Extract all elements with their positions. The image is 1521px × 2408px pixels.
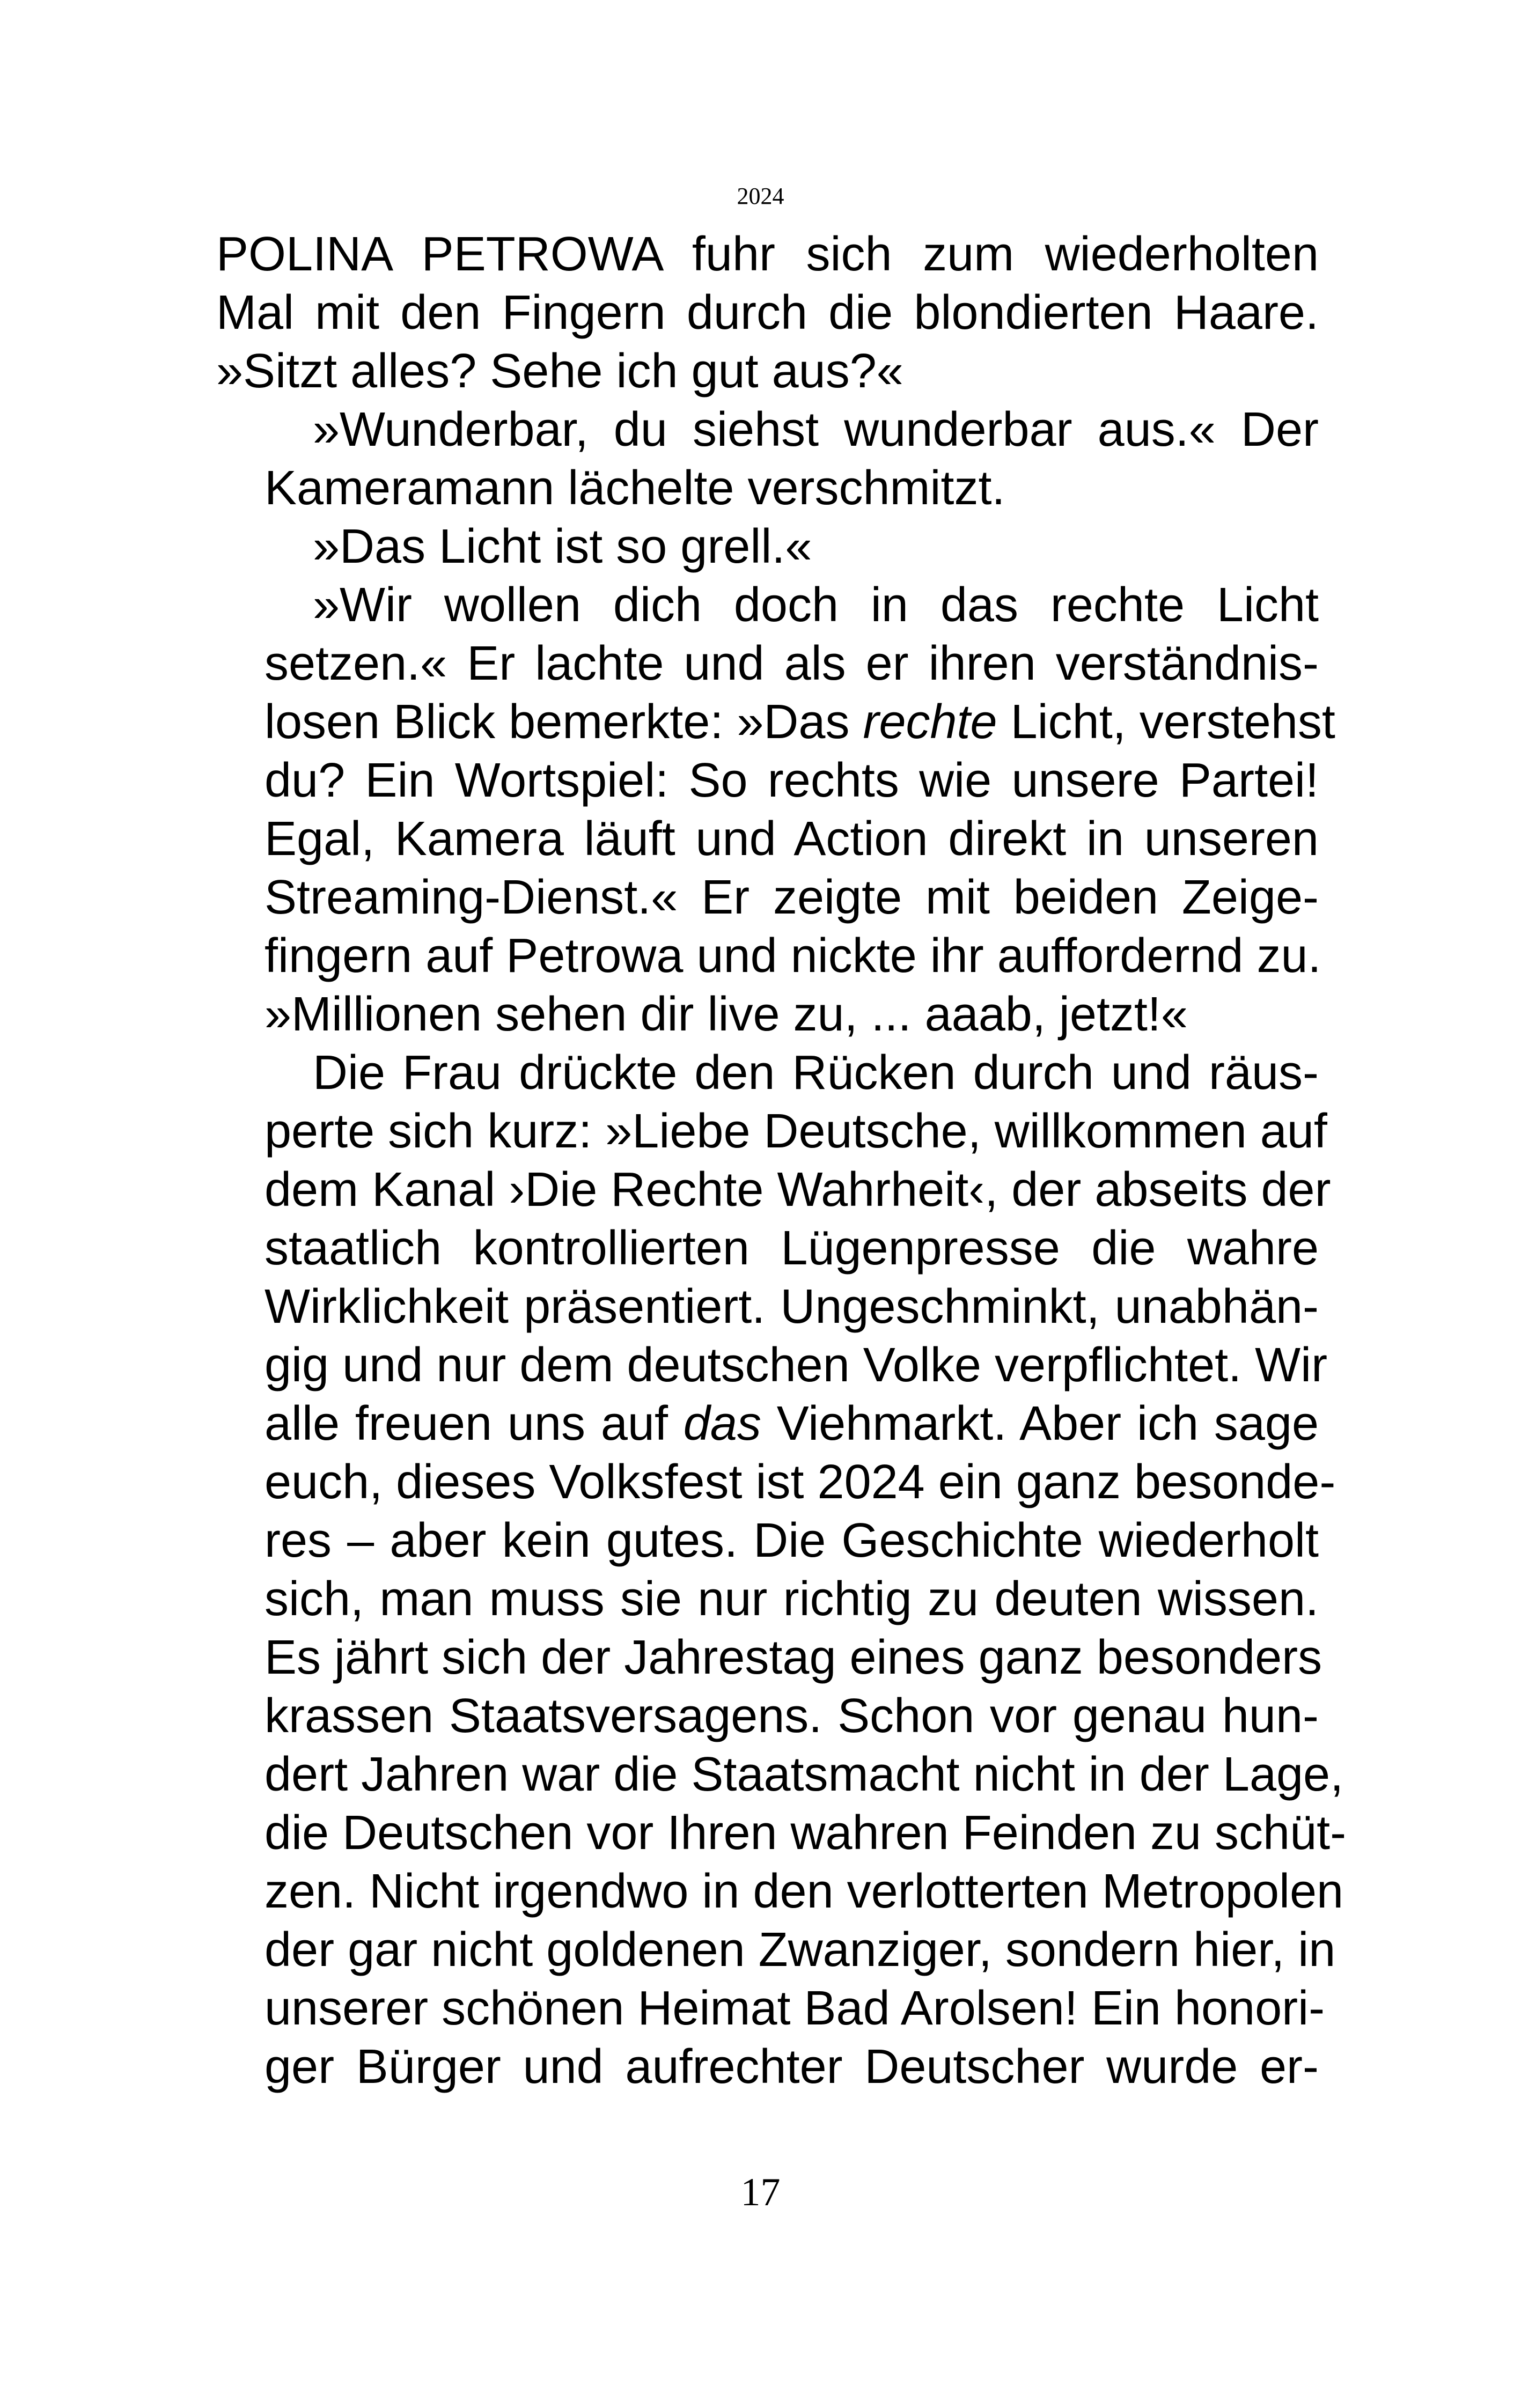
text-line: losen Blick bemerkte: »Das rechte Licht, verstehst — [264, 695, 1335, 749]
text-line: Die Frau drückte den Rücken durch und räus- — [313, 1046, 1319, 1100]
text-line: zen. Nicht irgendwo in den verlotterten Metropolen — [264, 1865, 1344, 1918]
running-head: 2024 — [737, 183, 784, 209]
text-line: die Deutschen vor Ihren wahren Feinden zu schüt- — [264, 1806, 1347, 1860]
text-line: »Das Licht ist so grell.« — [313, 520, 812, 573]
page-number: 17 — [740, 2170, 781, 2214]
text-line: Mal mit den Fingern durch die blondierten Haare. — [216, 286, 1319, 340]
text-line: fingern auf Petrowa und nickte ihr auffordernd zu. — [264, 929, 1321, 983]
paragraph — [216, 1044, 1347, 2096]
text-line: dem Kanal ›Die Rechte Wahrheit‹, der abseits der — [264, 1163, 1331, 1217]
text-line: alle freuen uns auf das Viehmarkt. Aber ich sage — [264, 1397, 1319, 1450]
text-line: Streaming-Dienst.« Er zeigte mit beiden Zeige- — [264, 871, 1319, 924]
text-line: du? Ein Wortspiel: So rechts wie unsere Partei! — [264, 754, 1319, 807]
text-line: »Millionen sehen dir live zu, ... aaab, jetzt!« — [264, 988, 1188, 1041]
text-line: krassen Staatsversagens. Schon vor genau hun- — [264, 1689, 1319, 1743]
text-line: der gar nicht goldenen Zwanziger, sondern hier, in — [264, 1923, 1336, 1977]
text-line: Es jährt sich der Jahrestag eines ganz besonders — [264, 1631, 1322, 1684]
text-line: euch, dieses Volksfest ist 2024 ein ganz besonde- — [264, 1455, 1336, 1509]
text-line: dert Jahren war die Staatsmacht nicht in der Lage, — [264, 1748, 1344, 1801]
text-line: unserer schönen Heimat Bad Arolsen! Ein honori- — [264, 1982, 1325, 2035]
paragraph — [216, 576, 1335, 1044]
paragraph — [216, 401, 1319, 518]
text-line: res – aber kein gutes. Die Geschichte wiederholt — [264, 1514, 1319, 1567]
text-line: gig und nur dem deutschen Volke verpflichtet. Wir — [264, 1338, 1328, 1392]
text-line: Egal, Kamera läuft und Action direkt in unseren — [264, 812, 1319, 866]
text-line: setzen.« Er lachte und als er ihren verständnis- — [264, 637, 1319, 690]
paragraph — [216, 225, 1319, 401]
text-line: sich, man muss sie nur richtig zu deuten wissen. — [264, 1572, 1319, 1626]
text-line: perte sich kurz: »Liebe Deutsche, willkommen auf — [264, 1104, 1327, 1158]
text-line: »Sitzt alles? Sehe ich gut aus?« — [216, 344, 903, 398]
text-line: staatlich kontrollierten Lügenpresse die wahre — [264, 1221, 1319, 1275]
text-line: Kameramann lächelte verschmitzt. — [264, 461, 1005, 515]
body-text — [216, 225, 1347, 2096]
text-line: ger Bürger und aufrechter Deutscher wurde er- — [264, 2040, 1319, 2094]
text-line: »Wir wollen dich doch in das rechte Licht — [313, 578, 1319, 632]
text-line: Wirklichkeit präsentiert. Ungeschminkt, unabhän- — [264, 1280, 1319, 1334]
paragraph — [216, 518, 1319, 576]
text-line: POLINA PETROWA fuhr sich zum wiederholten — [216, 227, 1319, 281]
text-line: »Wunderbar, du siehst wunderbar aus.« Der — [313, 403, 1319, 456]
